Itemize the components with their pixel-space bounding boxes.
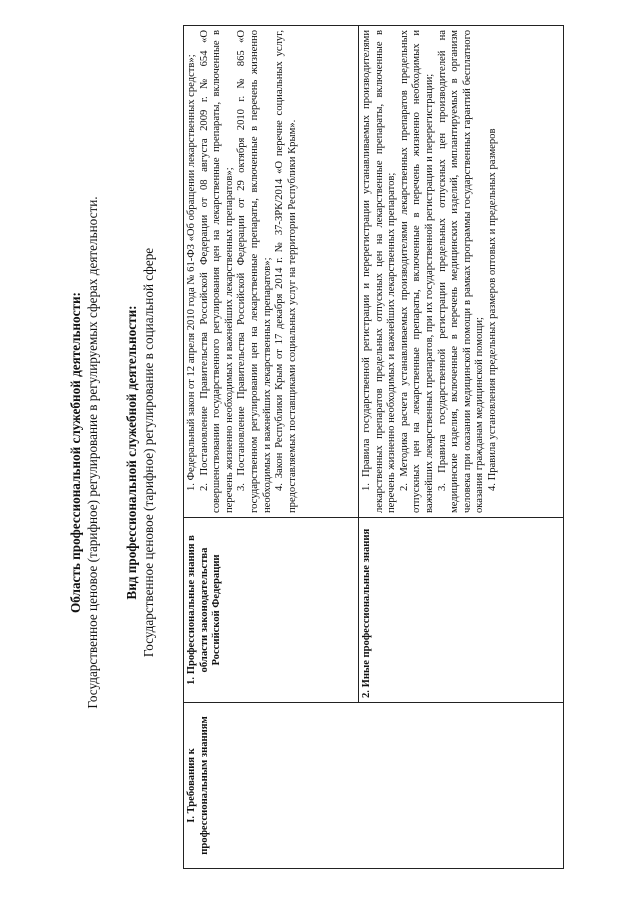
requirements-table <box>183 25 564 869</box>
list-item: 3. Постановление Правительства Российской Федерации от 29 октября 2010 г. № 865 «О государственном регулировании цен на лекарственные препараты, включенные в перечень жизненно необходимых и важнейших лекарственных препаратов»; <box>236 30 273 513</box>
row-content <box>359 26 564 518</box>
list-item: 3. Правила государственной регистрации предельных отпускных цен производителей на медицинские изделия, включенные в перечень медицинских изделий, имплантируемых в организм человека при оказании медицинской помощи в рамках программы государственных гарантий бесплатного оказания гражданам медицинской помощи; <box>436 30 486 513</box>
table-row <box>184 26 359 869</box>
list-item: 2. Методика расчета устанавливаемых производителями лекарственных препаратов предельных отпускных цен на лекарственные препараты, включенные в перечень жизненно необходимых и важнейших лекарственных препаратов, при их государственной регистрации и перерегистрации; <box>398 30 435 513</box>
list-item: 1. Федеральный закон от 12 апреля 2010 года № 61-ФЗ «Об обращении лекарственных средств»; <box>186 54 197 491</box>
area-value: Государственное ценовое (тарифное) регулирование в регулируемых сферах деятельности. <box>85 196 100 709</box>
kind-title: Вид профессиональной служебной деятельности: <box>124 305 139 600</box>
list-item: 4. Закон Республики Крым от 17 декабря 2014 г. № 37-ЗРК/2014 «О перечне социальных услуг, предоставляемых поставщиками социальных услуг на территории Республики Крым». <box>274 30 298 513</box>
requirements-heading: I. Требования к профессиональным знаниям <box>184 703 564 869</box>
row-label: 1. Профессиональные знания в области законодательства Российской Федерации <box>184 518 359 703</box>
area-title: Область профессиональной служебной деятельности: <box>68 292 83 613</box>
row-content <box>184 26 359 518</box>
kind-value: Государственное ценовое (тарифное) регулирование в социальной сфере <box>141 247 156 658</box>
row-label: 2. Иные профессиональные знания <box>359 518 564 703</box>
list-item: 2. Постановление Правительства Российской Федерации от 08 августа 2009 г. № 654 «О совершенствовании государственного регулирования цен на лекарственные препараты, включенные в перечень жизненно необходимых и важнейших лекарственных препаратов»; <box>198 30 235 513</box>
list-item: 1. Правила государственной регистрации и перерегистрации устанавливаемых производителями лекарственных препаратов предельных отпускных цен на лекарственные препараты, включенные в перечень жизненно необходимых и важнейших лекарственных препаратов; <box>361 30 398 513</box>
list-item: 4. Правила установления предельных размеров оптовых и предельных размеров <box>486 128 498 491</box>
